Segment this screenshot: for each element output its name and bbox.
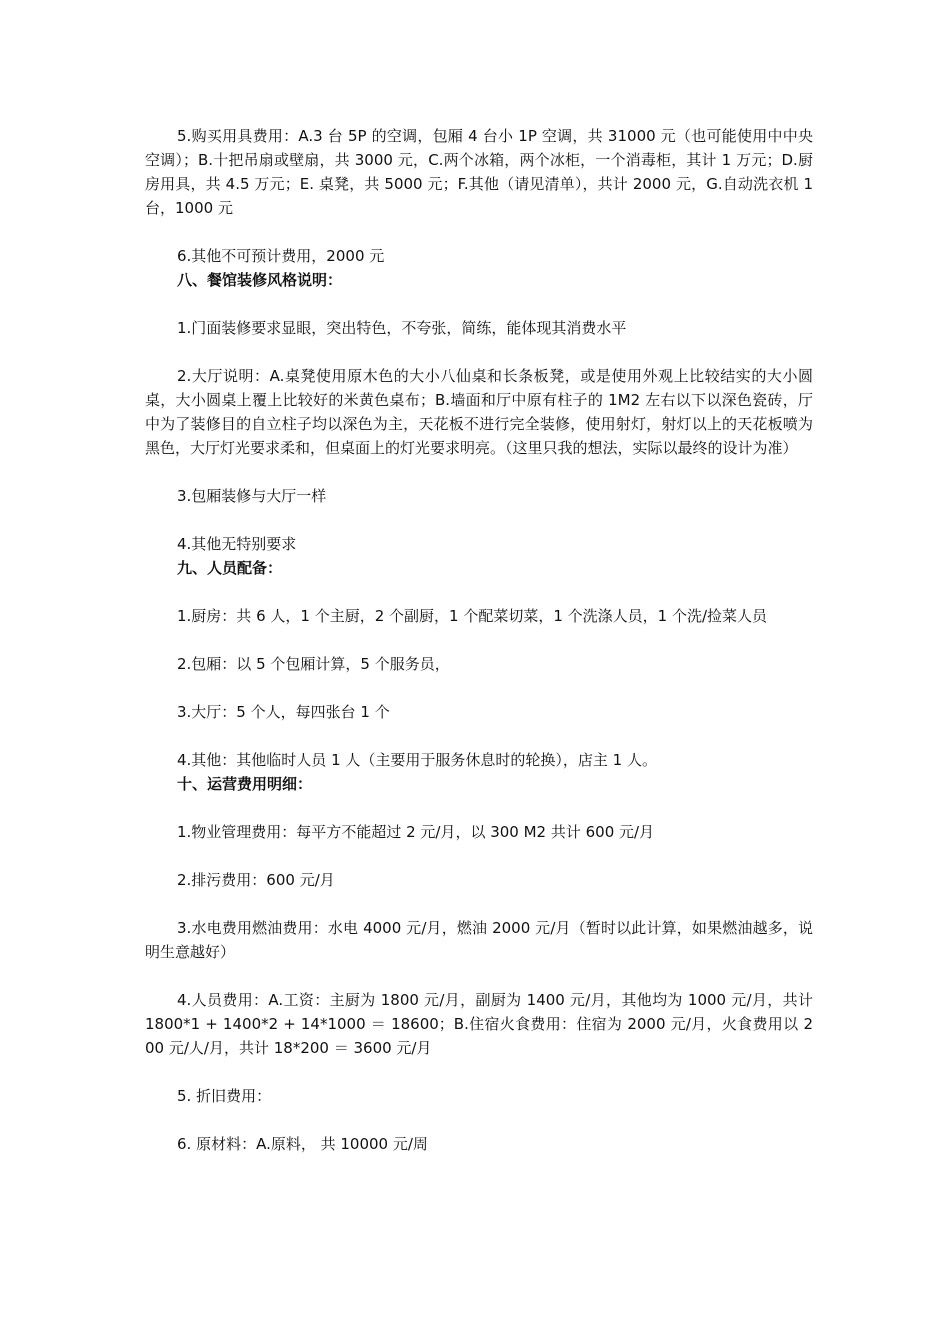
paragraph-utilities-fee: 3.水电费用燃油费用：水电 4000 元/月，燃油 2000 元/月（暂时以此计算，如果燃油越多，说明生意越好）: [145, 919, 813, 961]
paragraph-raw-materials: 6. 原材料：A.原料， 共 10000 元/周: [177, 1135, 428, 1153]
paragraph-sewage-fee: 2.排污费用：600 元/月: [177, 871, 335, 889]
paragraph-property-fee: 1.物业管理费用：每平方不能超过 2 元/月，以 300 M2 共计 600 元/月: [177, 823, 655, 841]
paragraph-unforeseen-costs: 6.其他不可预计费用，2000 元: [177, 247, 385, 265]
document-page: [145, 124, 813, 1156]
paragraph-private-rooms: 3.包厢装修与大厅一样: [177, 487, 327, 505]
paragraph-other-staff: 4.其他：其他临时人员 1 人（主要用于服务休息时的轮换），店主 1 人。: [177, 751, 657, 769]
section-heading-operating-costs: 十、运营费用明细：: [177, 775, 313, 793]
paragraph-personnel-costs: 4.人员费用：A.工资：主厨为 1800 元/月，副厨为 1400 元/月，其他均为 1000 元/月，共计 1800*1 + 1400*2 + 14*1000 ＝ 18600；B.住宿火食费用：住宿为 2000 元/月，火食费用以 200 元/人/月，共计 18*200 ＝ 3600 元/月: [145, 991, 813, 1057]
section-heading-decoration-style: 八、餐馆装修风格说明：: [177, 271, 343, 289]
paragraph-kitchen-staff: 1.厨房：共 6 人，1 个主厨，2 个副厨，1 个配菜切菜，1 个洗涤人员，1 个洗/捡菜人员: [177, 607, 768, 625]
paragraph-hall: 2.大厅说明：A.桌凳使用原木色的大小八仙桌和长条板凳，或是使用外观上比较结实的大小圆桌，大小圆桌上覆上比较好的米黄色桌布；B.墙面和厅中原有柱子的 1M2 左右以下以深色瓷砖，厅中为了装修目的自立柱子均以深色为主，天花板不进行完全装修，使用射灯，射灯以上的天花板喷为黑色，大厅灯光要求柔和，但桌面上的灯光要求明亮。（这里只我的想法，实际以最终的设计为准）: [145, 367, 813, 457]
paragraph-storefront: 1.门面装修要求显眼，突出特色，不夸张，简练，能体现其消费水平: [177, 319, 627, 337]
section-heading-staffing: 九、人员配备：: [177, 559, 283, 577]
paragraph-hall-staff: 3.大厅：5 个人，每四张台 1 个: [177, 703, 390, 721]
paragraph-room-staff: 2.包厢：以 5 个包厢计算，5 个服务员，: [177, 655, 450, 673]
paragraph-equipment-costs: 5.购买用具费用：A.3 台 5P 的空调，包厢 4 台小 1P 空调，共 31000 元（也可能使用中中央空调）；B.十把吊扇或壁扇，共 3000 元，C.两个冰箱，两个冰柜，一个消毒柜，其计 1 万元；D.厨房用具，共 4.5 万元；E. 桌凳，共 5000 元；F.其他（请见清单），共计 2000 元，G.自动洗衣机 1 台，1000 元: [145, 127, 813, 217]
paragraph-depreciation: 5. 折旧费用：: [177, 1087, 272, 1105]
paragraph-other-requirements: 4.其他无特别要求: [177, 535, 297, 553]
